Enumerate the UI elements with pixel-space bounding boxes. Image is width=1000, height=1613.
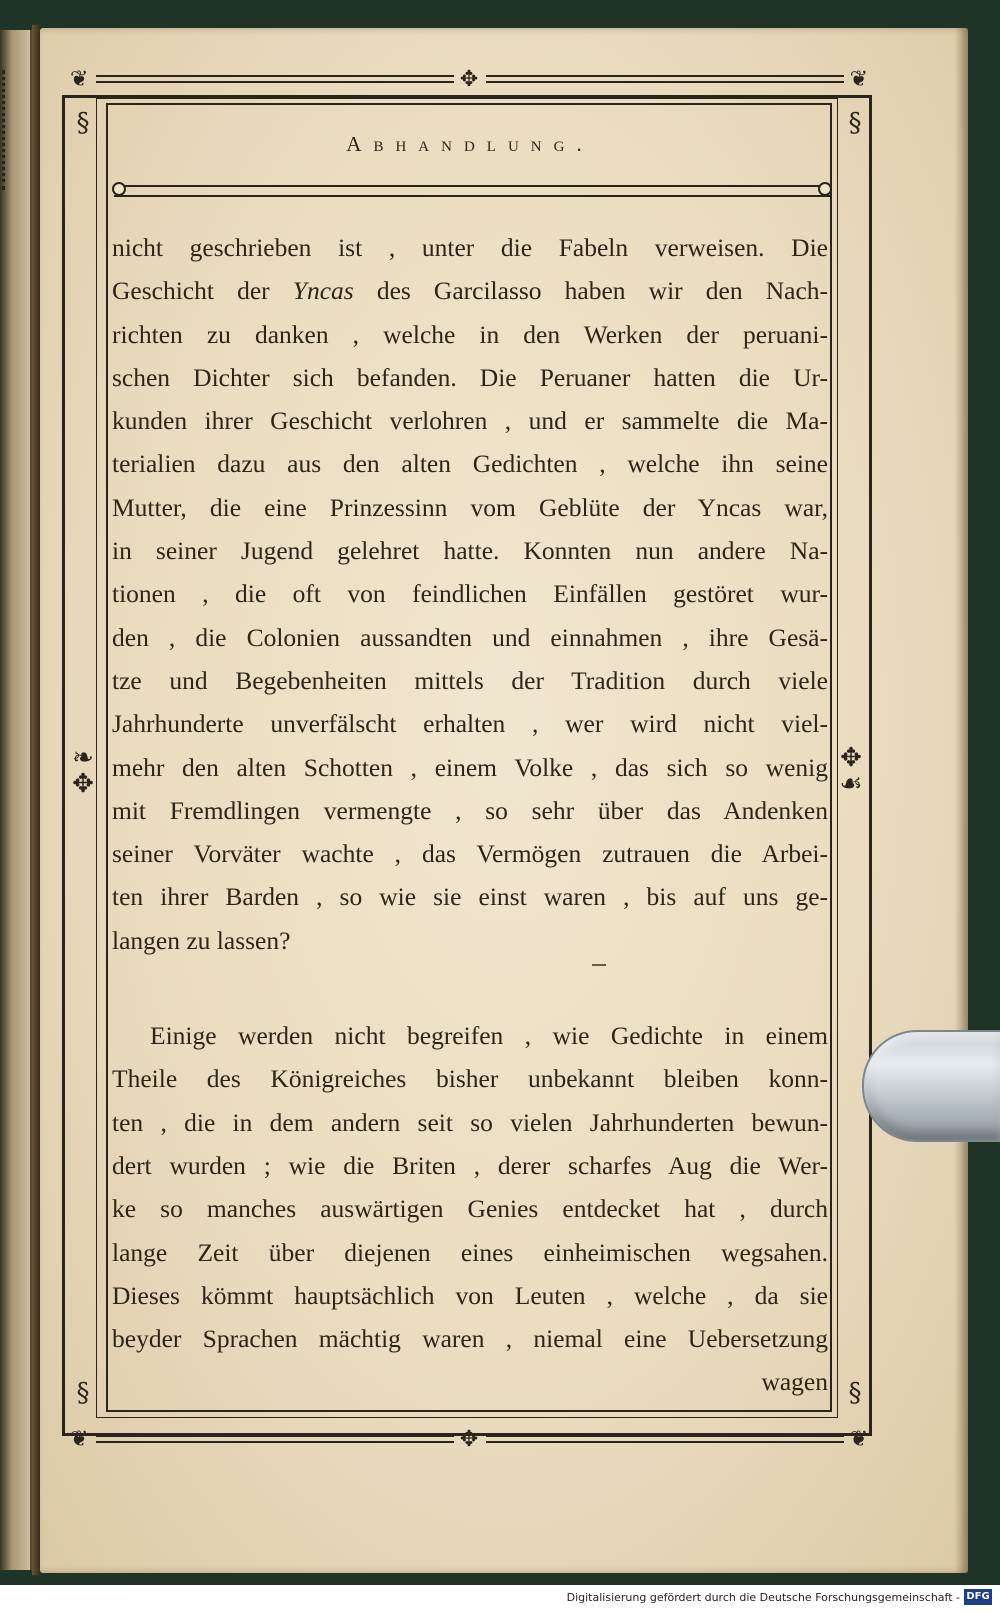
- text-line: lange Zeit über diejenen eines einheimischen wegsahen.: [112, 1237, 828, 1267]
- center-ornament-icon: ✥: [459, 66, 481, 92]
- text-line: nicht geschrieben ist , unter die Fabeln verweisen. Die: [112, 233, 828, 262]
- right-side-ornament-icon: ✥ ☙: [839, 743, 863, 799]
- left-page-edge: [0, 30, 32, 1570]
- text-line: langen zu lassen?: [112, 925, 291, 955]
- corner-ornament-icon: ❦: [70, 1426, 91, 1452]
- text-line: tze und Begebenheiten mittels der Tradition durch viele: [112, 665, 828, 695]
- text-line: den , die Colonien aussandten und einnahmen , ihre Gesä-: [112, 622, 828, 652]
- footer-credit: Digitalisierung gefördert durch die Deutsche Forschungsgemeinschaft -: [566, 1591, 960, 1604]
- text-line: ten , die in dem andern seit so vielen Jahrhunderten bewun-: [112, 1107, 828, 1137]
- text-line: tionen , die oft von feindlichen Einfällen gestöret wur-: [112, 579, 828, 609]
- ornament-line: [486, 75, 843, 83]
- page-edge-shadow: [954, 28, 968, 1573]
- left-bottom-ornament-icon: §: [76, 1378, 90, 1408]
- corner-ornament-icon: ❦: [849, 66, 870, 92]
- center-ornament-icon: ✥: [459, 1426, 481, 1452]
- footer-bar: [0, 1585, 1000, 1613]
- text-line: ten ihrer Barden , so wie sie einst waren , bis auf uns ge-: [112, 882, 828, 912]
- body-text: [112, 226, 828, 1404]
- catchword: wagen: [761, 1367, 828, 1397]
- text-line: richten zu danken , welche in den Werken der peruani-: [112, 319, 828, 349]
- running-header: Abhandlung.: [346, 132, 594, 156]
- paragraph-gap: [112, 962, 828, 1014]
- text-line: mit Fremdlingen vermengte , so sehr über das Andenken: [112, 795, 828, 825]
- text-line: seiner Vorväter wachte , das Vermögen zutrauen die Arbei-: [112, 839, 828, 869]
- text-line: terialien dazu aus den alten Gedichten , welche ihn seine: [112, 449, 828, 479]
- right-top-ornament-icon: §: [848, 108, 862, 138]
- text-line: Theile des Königreiches bisher unbekannt bleiben konn-: [112, 1064, 828, 1094]
- italic-word: Yncas: [292, 276, 354, 306]
- paragraph-2: [112, 1014, 828, 1404]
- text-line: schen Dichter sich befanden. Die Peruaner hatten die Ur-: [112, 362, 828, 392]
- left-side-ornament-icon: ❧ ✥: [72, 743, 94, 799]
- dfg-logo-icon: DFG: [964, 1589, 992, 1605]
- top-ornament-border: [70, 64, 870, 94]
- text-line: kunden ihrer Geschicht verlohren , und er sammelte die Ma-: [112, 406, 828, 436]
- text-line: ke so manches auswärtigen Genies entdecket hat , durch: [112, 1194, 828, 1224]
- text-line: Geschicht der Yncas des Garcilasso haben wir den Nach-: [112, 276, 829, 306]
- left-page-marks: [2, 70, 13, 190]
- corner-ornament-icon: ❦: [70, 66, 91, 92]
- text-line: Dieses kömmt hauptsächlich von Leuten , welche , da sie: [112, 1280, 828, 1310]
- left-top-ornament-icon: §: [76, 108, 90, 138]
- right-bottom-ornament-icon: §: [848, 1378, 862, 1408]
- ornament-line: [96, 1435, 453, 1443]
- paragraph-1: [112, 226, 828, 962]
- header-rule: [114, 185, 830, 197]
- text-line: beyder Sprachen mächtig waren , niemal eine Uebersetzung: [112, 1324, 828, 1354]
- text-line: Mutter, die eine Prinzessinn vom Geblüte der Yncas war,: [112, 492, 828, 522]
- text-line: Einige werden nicht begreifen , wie Gedichte in einem: [150, 1021, 828, 1051]
- text-line: mehr den alten Schotten , einem Volke , das sich so wenig: [112, 752, 828, 782]
- book-spine: [32, 25, 40, 1575]
- text-line: in seiner Jugend gelehret hatte. Konnten nun andere Na-: [112, 536, 828, 566]
- page-clip: [862, 1030, 1000, 1142]
- ornament-line: [486, 1435, 843, 1443]
- section-dash: [592, 964, 606, 966]
- text-line: dert wurden ; wie die Briten , derer scharfes Aug die Wer-: [112, 1150, 828, 1180]
- text-line: Jahrhunderte unverfälscht erhalten , wer wird nicht viel-: [112, 709, 828, 739]
- ornament-line: [96, 75, 453, 83]
- corner-ornament-icon: ❦: [849, 1426, 870, 1452]
